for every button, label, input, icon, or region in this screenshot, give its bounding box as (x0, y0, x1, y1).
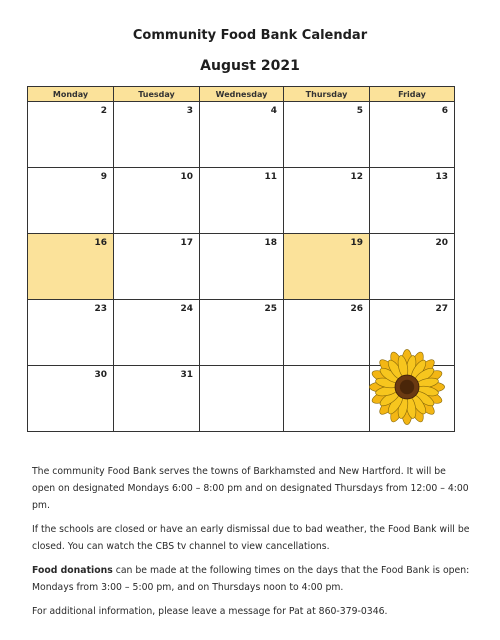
day-number: 12 (350, 172, 363, 182)
day-header-monday: Monday (28, 87, 114, 102)
info-paragraph-hours: The community Food Bank serves the towns of Barkhamsted and New Hartford. It will be open on designated Mondays 6:00 – 8:00 pm and on designated Thursdays from 12:00 – 4:00 pm. (32, 466, 469, 511)
calendar-day-cell (370, 234, 455, 300)
calendar-day-cell (200, 168, 284, 234)
calendar-day-cell (28, 168, 114, 234)
day-number: 2 (100, 106, 107, 116)
day-number: 9 (100, 172, 107, 182)
day-number: 27 (435, 304, 448, 314)
day-header-wednesday: Wednesday (200, 87, 284, 102)
day-number: 11 (264, 172, 277, 182)
day-number: 13 (435, 172, 448, 182)
day-number: 31 (180, 370, 193, 380)
donations-text: can be made at the following times on the days that the Food Bank is open: Mondays from 3:00 – 5:00 pm, and on Thursdays noon to 4:00 pm. (32, 565, 470, 593)
calendar-day-cell (200, 366, 284, 432)
day-number: 25 (264, 304, 277, 314)
calendar-week-row (28, 168, 455, 234)
calendar-day-cell (28, 366, 114, 432)
calendar-day-cell (28, 300, 114, 366)
day-number: 23 (94, 304, 107, 314)
day-number: 5 (356, 106, 363, 116)
day-number: 3 (186, 106, 193, 116)
calendar-day-cell (114, 234, 200, 300)
day-header-tuesday: Tuesday (114, 87, 200, 102)
day-number: 6 (441, 106, 448, 116)
day-number: 18 (264, 238, 277, 248)
calendar-day-cell (370, 168, 455, 234)
calendar-day-cell (200, 102, 284, 168)
calendar-day-cell (200, 234, 284, 300)
page-subtitle: August 2021 (200, 58, 300, 74)
calendar-day-cell (284, 234, 370, 300)
info-paragraph-closures: If the schools are closed or have an early dismissal due to bad weather, the Food Bank will be closed. You can watch the CBS tv channel to view cancellations. (32, 524, 470, 552)
day-number: 17 (180, 238, 193, 248)
day-number: 24 (180, 304, 193, 314)
calendar-day-cell (114, 102, 200, 168)
calendar-day-cell (114, 366, 200, 432)
info-paragraph-donations (32, 562, 472, 596)
day-number: 16 (94, 238, 107, 248)
day-number: 30 (94, 370, 107, 380)
day-number: 20 (435, 238, 448, 248)
calendar-day-cell (370, 102, 455, 168)
day-number: 10 (180, 172, 193, 182)
day-number: 4 (270, 106, 277, 116)
day-number: 26 (350, 304, 363, 314)
day-number: 19 (350, 238, 363, 248)
donations-lead: Food donations (32, 565, 113, 576)
info-paragraph-contact: For additional information, please leave a message for Pat at 860-379-0346. (32, 606, 388, 617)
calendar-day-cell (284, 102, 370, 168)
calendar-day-cell (284, 300, 370, 366)
calendar-day-cell (284, 168, 370, 234)
sunflower-icon (366, 347, 448, 427)
calendar-day-cell (284, 366, 370, 432)
page-title: Community Food Bank Calendar (132, 28, 368, 43)
calendar-week-row (28, 234, 455, 300)
calendar-day-cell (28, 234, 114, 300)
day-header-thursday: Thursday (284, 87, 370, 102)
calendar-day-cell (114, 300, 200, 366)
calendar-day-cell (200, 300, 284, 366)
calendar-header-row (28, 87, 455, 102)
calendar-day-cell (114, 168, 200, 234)
calendar-week-row (28, 102, 455, 168)
day-header-friday: Friday (370, 87, 455, 102)
calendar-day-cell (28, 102, 114, 168)
